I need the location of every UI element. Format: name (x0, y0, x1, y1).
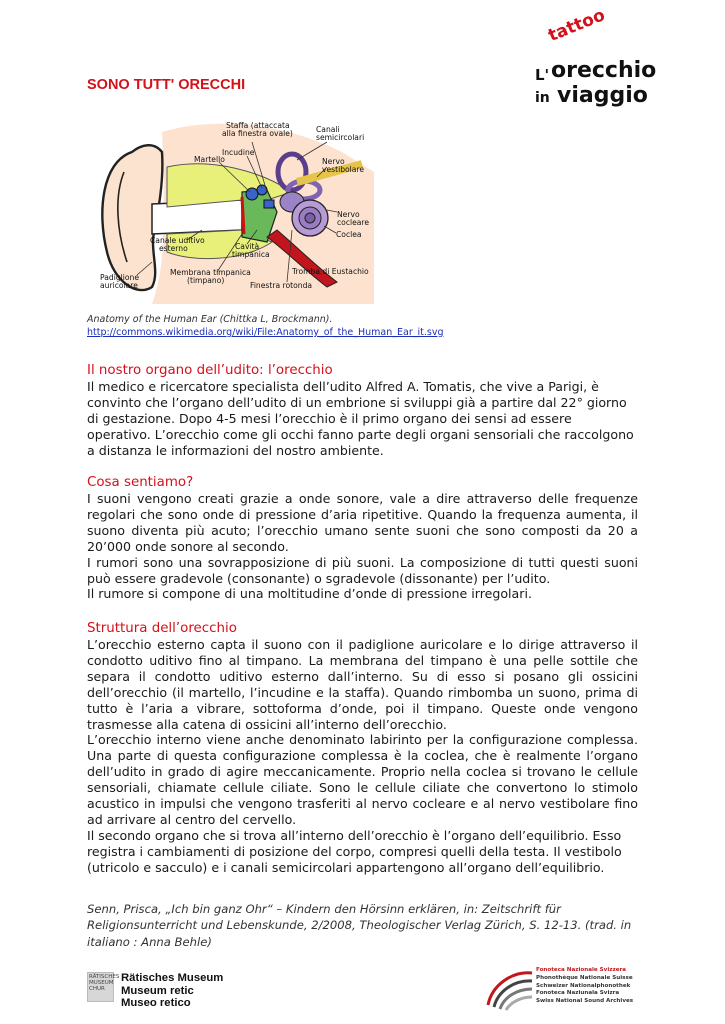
label-nervo-cocleare-2: cocleare (337, 218, 370, 227)
label-membrana-2: (timpano) (187, 276, 225, 285)
exhibition-logo: tattoo L' orecchio in viaggio (535, 5, 657, 108)
label-cavita-2: timpanica (232, 250, 270, 259)
label-canali-2: semicircolari (316, 133, 365, 142)
fonoteca-logo (484, 963, 654, 1013)
museum-mark-icon: RÄTISCHES MUSEUM CHUR (87, 972, 114, 1002)
paragraph: L’orecchio interno viene anche denominato labirinto per la configurazione complessa. Una parte di questa configurazione complessa è la coclea, che è realmente l’organo dell’udito in grado di agire meccanicamente. Proprio nella coclea si trovano le cellule sensoriali, chiamate cellule ciliate. Sono le cellule ciliate che convertono lo stimolo acustico in impulsi che vengono trasferiti al nervo cocleare e al nervo vestibolare fino ad arrivare al centro del cervello. (87, 732, 638, 827)
label-staffa: Staffa (attaccata (226, 121, 290, 130)
label-martello: Martello (194, 155, 225, 164)
label-tromba: Tromba di Eustachio (292, 267, 369, 276)
paragraph: Il rumore si compone di una moltitudine d’onde di pressione irregolari. (87, 586, 532, 602)
paragraph: I suoni vengono creati grazie a onde sonore, vale a dire attraverso delle frequenze regolari che sono onde di pressione d’aria ripetitive. Quando la frequenza aumenta, il suono diventa più acuto; l’orecchio umano sente suoni che sono composti da 20 a 20’000 onde sonore al secondo. (87, 491, 638, 554)
section-heading: Cosa sentiamo? (87, 475, 194, 490)
section-heading: Il nostro organo dell’udito: l’orecchio (87, 363, 333, 378)
ear-canal-shape (152, 200, 242, 234)
paragraph: L’orecchio esterno capta il suono con il padiglione auricolare e lo dirige attraverso il condotto uditivo fino al timpano. La membrana del timpano è una pelle sottile che separa il condotto uditivo esterno dall’interno. Su di esso si posano gli ossicini dell’orecchio (il martello, l’incudine e la staffa). Quando rimbomba un suono, prima di tutto è l’aria a vibrare, sottoforma d’onde, poi il timpano. Queste onde vengono trasmesse alla catena di ossicini all’interno dell’orecchio. (87, 637, 638, 732)
figure-caption: Anatomy of the Human Ear (Chittka L, Brockmann). http://commons.wikimedia.org/wiki/File:Anatomy_of_the_Human_Ear_it.svg (87, 314, 444, 338)
ossicle-stapes (264, 200, 274, 208)
section-struttura (87, 621, 638, 876)
paragraph: I rumori sono una sovrapposizione di più suoni. La composizione di tutti questi suoni può essere gradevole (consonante) o sgradevole (dissonante) per l’udito. (87, 554, 638, 586)
label-finestra: Finestra rotonda (250, 281, 313, 290)
ear-anatomy-diagram (92, 112, 374, 304)
label-membrana: Membrana timpanica (170, 268, 251, 277)
label-nervo-vestibolare: Nervo (322, 157, 345, 166)
label-canali: Canali (316, 125, 340, 134)
figure-source-link[interactable]: http://commons.wikimedia.org/wiki/File:Anatomy_of_the_Human_Ear_it.svg (87, 327, 444, 338)
label-staffa-2: alla finestra ovale) (222, 129, 293, 138)
label-padiglione-2: auricolare (100, 281, 138, 290)
section-cosa-sentiamo (87, 475, 638, 602)
section-heading: Struttura dell’orecchio (87, 621, 237, 636)
label-canale-uditivo: Canale uditivo (150, 236, 205, 245)
fonoteca-names: Fonoteca Nazionale Svizzera Phonothèque Nationale Suisse Schweizer Nationalphonothek Fonoteca Naziunala Svizra Swiss National Sound Archives (536, 967, 634, 1005)
label-cavita: Cavità (235, 242, 260, 251)
label-padiglione: Padiglione (100, 273, 139, 282)
label-canale-uditivo-2: esterno (159, 244, 188, 253)
label-coclea: Coclea (336, 230, 362, 239)
section-organo (87, 363, 638, 459)
paragraph: Il secondo organo che si trova all’interno dell’orecchio è l’organo dell’equilibrio. Esso registra i cambiamenti di posizione del corpo, compresi quelli della testa. Il vestibolo (utricolo e sacculo) e i canali semicircolari appartengono all’organo dell’equilibrio. (87, 827, 622, 875)
label-nervo-vestibolare-2: vestibolare (322, 165, 365, 174)
paragraph: Il medico e ricercatore specialista dell’udito Alfred A. Tomatis, che vive a Parigi, è convinto che l’organo dell’udito di un embrione si sviluppi già a partire dal 22° giorno di gestazione. Dopo 4-5 mesi l’orecchio è il primo organo dei sensi ad essere operativo. L’orecchio come gli occhi fanno parte degli organi sensoriali che raccolgono a distanza le informazioni del nostro ambiente. (87, 379, 634, 458)
bibliographic-reference: Senn, Prisca, „Ich bin ganz Ohr“ – Kindern den Hörsinn erklären, in: Zeitschrift für Religionsunterricht und Lebenskunde, 2/2008, Theologischer Verlag Zürich, S. 12-13. (trad. in italiano : Anna Behle) (87, 902, 632, 949)
page-title: SONO TUTT' ORECCHI (87, 77, 246, 93)
label-nervo-cocleare: Nervo (337, 210, 360, 219)
sound-waves-icon (484, 965, 534, 1011)
label-incudine: Incudine (222, 148, 255, 157)
museum-names: Rätisches Museum Museum retic Museo retico (121, 972, 224, 1009)
logo-tattoo-tag: tattoo (545, 5, 608, 46)
